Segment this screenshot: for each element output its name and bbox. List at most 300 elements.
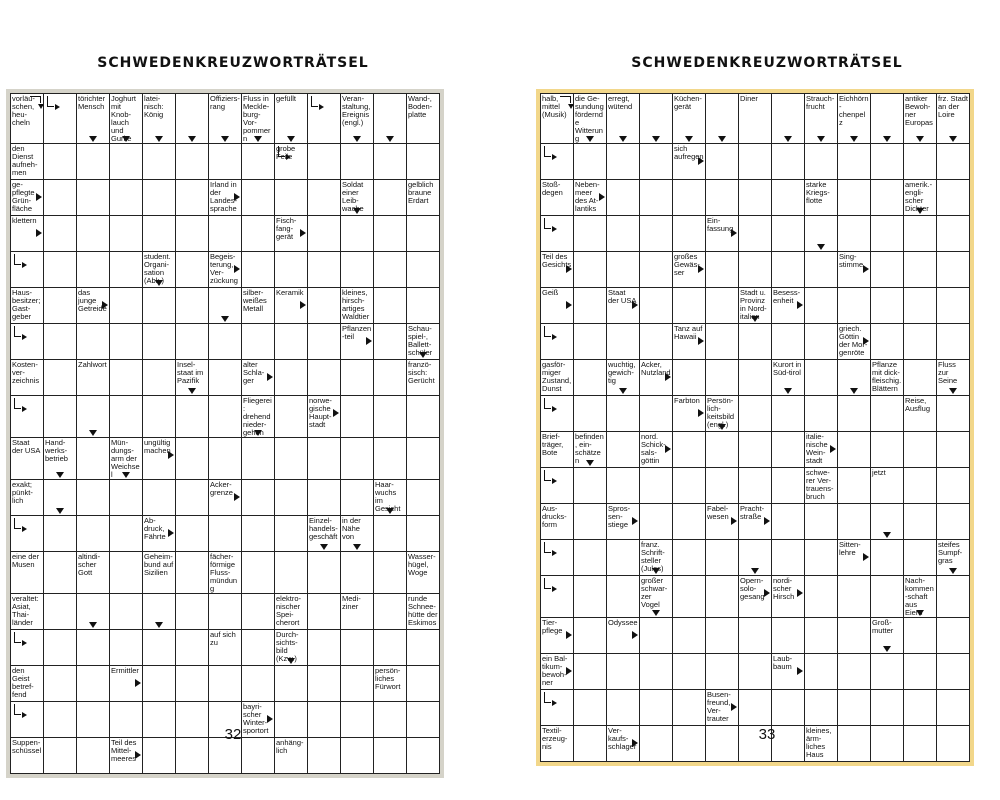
answer-cell[interactable] [937,288,970,324]
answer-cell[interactable] [772,690,805,726]
answer-cell[interactable] [937,654,970,690]
answer-cell[interactable] [143,396,176,438]
answer-cell[interactable] [110,216,143,252]
answer-cell[interactable] [937,576,970,618]
answer-cell[interactable] [937,180,970,216]
answer-cell[interactable] [706,618,739,654]
answer-cell[interactable] [374,288,407,324]
answer-cell[interactable] [838,690,871,726]
answer-cell[interactable] [904,540,937,576]
answer-cell[interactable] [308,360,341,396]
answer-cell[interactable] [143,630,176,666]
answer-cell[interactable] [805,576,838,618]
answer-cell[interactable] [374,594,407,630]
answer-cell[interactable] [574,576,607,618]
answer-cell[interactable] [805,654,838,690]
answer-cell[interactable] [640,654,673,690]
answer-cell[interactable] [706,94,739,144]
answer-cell[interactable] [640,504,673,540]
answer-cell[interactable] [805,144,838,180]
answer-cell[interactable] [209,396,242,438]
answer-cell[interactable] [640,180,673,216]
answer-cell[interactable] [242,252,275,288]
answer-cell[interactable] [209,324,242,360]
answer-cell[interactable] [77,180,110,216]
answer-cell[interactable] [838,576,871,618]
answer-cell[interactable] [838,432,871,468]
answer-cell[interactable] [574,504,607,540]
answer-cell[interactable] [541,468,574,504]
answer-cell[interactable] [11,252,44,288]
answer-cell[interactable] [341,666,374,702]
answer-cell[interactable] [838,504,871,540]
answer-cell[interactable] [242,144,275,180]
answer-cell[interactable] [209,438,242,480]
answer-cell[interactable] [242,666,275,702]
answer-cell[interactable] [308,252,341,288]
answer-cell[interactable] [640,690,673,726]
answer-cell[interactable] [937,252,970,288]
answer-cell[interactable] [871,396,904,432]
answer-cell[interactable] [275,480,308,516]
answer-cell[interactable] [673,576,706,618]
answer-cell[interactable] [242,216,275,252]
answer-cell[interactable] [574,324,607,360]
answer-cell[interactable] [77,438,110,480]
answer-cell[interactable] [838,360,871,396]
answer-cell[interactable] [541,216,574,252]
answer-cell[interactable] [607,324,640,360]
answer-cell[interactable] [374,438,407,480]
answer-cell[interactable] [607,180,640,216]
answer-cell[interactable] [11,630,44,666]
answer-cell[interactable] [871,504,904,540]
answer-cell[interactable] [640,144,673,180]
answer-cell[interactable] [871,654,904,690]
answer-cell[interactable] [871,540,904,576]
answer-cell[interactable] [176,396,209,438]
answer-cell[interactable] [407,396,440,438]
answer-cell[interactable] [640,324,673,360]
answer-cell[interactable] [871,144,904,180]
answer-cell[interactable] [640,252,673,288]
answer-cell[interactable] [739,396,772,432]
answer-cell[interactable] [937,396,970,432]
answer-cell[interactable] [308,438,341,480]
answer-cell[interactable] [937,468,970,504]
answer-cell[interactable] [772,324,805,360]
answer-cell[interactable] [706,360,739,396]
answer-cell[interactable] [739,252,772,288]
answer-cell[interactable] [143,360,176,396]
answer-cell[interactable] [407,480,440,516]
answer-cell[interactable] [308,288,341,324]
answer-cell[interactable] [607,432,640,468]
answer-cell[interactable] [607,690,640,726]
answer-cell[interactable] [574,396,607,432]
answer-cell[interactable] [110,180,143,216]
answer-cell[interactable] [904,654,937,690]
answer-cell[interactable] [640,468,673,504]
answer-cell[interactable] [574,618,607,654]
answer-cell[interactable] [541,690,574,726]
answer-cell[interactable] [904,360,937,396]
answer-cell[interactable] [176,288,209,324]
answer-cell[interactable] [739,324,772,360]
answer-cell[interactable] [44,552,77,594]
answer-cell[interactable] [706,654,739,690]
answer-cell[interactable] [374,516,407,552]
answer-cell[interactable] [275,360,308,396]
answer-cell[interactable] [838,654,871,690]
answer-cell[interactable] [242,594,275,630]
answer-cell[interactable] [838,618,871,654]
answer-cell[interactable] [673,468,706,504]
answer-cell[interactable] [904,468,937,504]
answer-cell[interactable] [374,630,407,666]
answer-cell[interactable] [805,288,838,324]
answer-cell[interactable] [904,216,937,252]
answer-cell[interactable] [574,288,607,324]
answer-cell[interactable] [44,480,77,516]
answer-cell[interactable] [772,216,805,252]
answer-cell[interactable] [341,552,374,594]
answer-cell[interactable] [176,552,209,594]
answer-cell[interactable] [44,252,77,288]
answer-cell[interactable] [275,666,308,702]
answer-cell[interactable] [706,180,739,216]
answer-cell[interactable] [739,654,772,690]
answer-cell[interactable] [607,468,640,504]
answer-cell[interactable] [407,252,440,288]
answer-cell[interactable] [209,144,242,180]
answer-cell[interactable] [341,396,374,438]
answer-cell[interactable] [541,396,574,432]
answer-cell[interactable] [607,252,640,288]
answer-cell[interactable] [407,666,440,702]
answer-cell[interactable] [607,144,640,180]
answer-cell[interactable] [374,396,407,438]
answer-cell[interactable] [341,360,374,396]
answer-cell[interactable] [275,180,308,216]
answer-cell[interactable] [374,324,407,360]
answer-cell[interactable] [739,432,772,468]
answer-cell[interactable] [77,594,110,630]
answer-cell[interactable] [871,432,904,468]
answer-cell[interactable] [706,576,739,618]
answer-cell[interactable] [110,516,143,552]
answer-cell[interactable] [739,216,772,252]
answer-cell[interactable] [541,576,574,618]
answer-cell[interactable] [308,594,341,630]
answer-cell[interactable] [871,180,904,216]
answer-cell[interactable] [838,144,871,180]
answer-cell[interactable] [374,144,407,180]
answer-cell[interactable] [242,552,275,594]
answer-cell[interactable] [937,216,970,252]
answer-cell[interactable] [44,180,77,216]
answer-cell[interactable] [937,690,970,726]
answer-cell[interactable] [805,540,838,576]
answer-cell[interactable] [805,618,838,654]
answer-cell[interactable] [242,438,275,480]
answer-cell[interactable] [739,540,772,576]
answer-cell[interactable] [341,144,374,180]
answer-cell[interactable] [308,216,341,252]
answer-cell[interactable] [341,438,374,480]
answer-cell[interactable] [673,504,706,540]
answer-cell[interactable] [574,252,607,288]
answer-cell[interactable] [374,216,407,252]
answer-cell[interactable] [805,690,838,726]
answer-cell[interactable] [805,252,838,288]
answer-cell[interactable] [275,252,308,288]
answer-cell[interactable] [374,360,407,396]
answer-cell[interactable] [143,666,176,702]
answer-cell[interactable] [308,666,341,702]
answer-cell[interactable] [209,360,242,396]
answer-cell[interactable] [706,252,739,288]
answer-cell[interactable] [937,324,970,360]
answer-cell[interactable] [308,94,341,144]
answer-cell[interactable] [541,324,574,360]
answer-cell[interactable] [341,630,374,666]
answer-cell[interactable] [77,216,110,252]
answer-cell[interactable] [275,324,308,360]
answer-cell[interactable] [937,144,970,180]
answer-cell[interactable] [772,432,805,468]
answer-cell[interactable] [904,252,937,288]
answer-cell[interactable] [838,396,871,432]
answer-cell[interactable] [209,216,242,252]
answer-cell[interactable] [110,480,143,516]
answer-cell[interactable] [871,94,904,144]
answer-cell[interactable] [739,618,772,654]
answer-cell[interactable] [541,144,574,180]
answer-cell[interactable] [871,324,904,360]
answer-cell[interactable] [44,630,77,666]
answer-cell[interactable] [242,480,275,516]
answer-cell[interactable] [772,396,805,432]
answer-cell[interactable] [308,144,341,180]
answer-cell[interactable] [607,216,640,252]
answer-cell[interactable] [44,94,77,144]
answer-cell[interactable] [176,180,209,216]
answer-cell[interactable] [574,468,607,504]
answer-cell[interactable] [77,666,110,702]
answer-cell[interactable] [374,180,407,216]
answer-cell[interactable] [143,324,176,360]
answer-cell[interactable] [110,594,143,630]
answer-cell[interactable] [706,432,739,468]
answer-cell[interactable] [772,468,805,504]
answer-cell[interactable] [772,618,805,654]
answer-cell[interactable] [77,630,110,666]
answer-cell[interactable] [607,654,640,690]
answer-cell[interactable] [706,324,739,360]
answer-cell[interactable] [275,438,308,480]
answer-cell[interactable] [640,396,673,432]
answer-cell[interactable] [574,654,607,690]
answer-cell[interactable] [110,288,143,324]
answer-cell[interactable] [805,504,838,540]
answer-cell[interactable] [673,690,706,726]
answer-cell[interactable] [739,144,772,180]
answer-cell[interactable] [937,504,970,540]
answer-cell[interactable] [407,438,440,480]
answer-cell[interactable] [143,288,176,324]
answer-cell[interactable] [407,630,440,666]
answer-cell[interactable] [44,144,77,180]
answer-cell[interactable] [176,480,209,516]
answer-cell[interactable] [209,594,242,630]
answer-cell[interactable] [143,180,176,216]
answer-cell[interactable] [772,180,805,216]
answer-cell[interactable] [176,438,209,480]
answer-cell[interactable] [805,216,838,252]
answer-cell[interactable] [110,252,143,288]
answer-cell[interactable] [640,94,673,144]
answer-cell[interactable] [11,324,44,360]
answer-cell[interactable] [673,654,706,690]
answer-cell[interactable] [176,666,209,702]
answer-cell[interactable] [77,324,110,360]
answer-cell[interactable] [574,690,607,726]
answer-cell[interactable] [407,288,440,324]
answer-cell[interactable] [242,180,275,216]
answer-cell[interactable] [904,504,937,540]
answer-cell[interactable] [176,144,209,180]
answer-cell[interactable] [11,516,44,552]
answer-cell[interactable] [871,576,904,618]
answer-cell[interactable] [143,594,176,630]
answer-cell[interactable] [871,252,904,288]
answer-cell[interactable] [308,324,341,360]
answer-cell[interactable] [44,360,77,396]
answer-cell[interactable] [904,690,937,726]
answer-cell[interactable] [176,252,209,288]
answer-cell[interactable] [673,432,706,468]
answer-cell[interactable] [739,468,772,504]
answer-cell[interactable] [77,516,110,552]
answer-cell[interactable] [739,360,772,396]
answer-cell[interactable] [838,180,871,216]
answer-cell[interactable] [871,216,904,252]
answer-cell[interactable] [871,288,904,324]
answer-cell[interactable] [242,630,275,666]
answer-cell[interactable] [673,360,706,396]
answer-cell[interactable] [772,94,805,144]
answer-cell[interactable] [739,690,772,726]
answer-cell[interactable] [640,618,673,654]
answer-cell[interactable] [341,252,374,288]
answer-cell[interactable] [44,516,77,552]
answer-cell[interactable] [407,516,440,552]
answer-cell[interactable] [673,216,706,252]
answer-cell[interactable] [308,552,341,594]
answer-cell[interactable] [77,144,110,180]
answer-cell[interactable] [805,396,838,432]
answer-cell[interactable] [574,360,607,396]
answer-cell[interactable] [143,480,176,516]
answer-cell[interactable] [706,468,739,504]
answer-cell[interactable] [44,324,77,360]
answer-cell[interactable] [772,252,805,288]
answer-cell[interactable] [805,360,838,396]
answer-cell[interactable] [176,324,209,360]
answer-cell[interactable] [143,216,176,252]
answer-cell[interactable] [308,180,341,216]
answer-cell[interactable] [176,516,209,552]
answer-cell[interactable] [407,144,440,180]
answer-cell[interactable] [772,144,805,180]
answer-cell[interactable] [341,216,374,252]
answer-cell[interactable] [574,144,607,180]
answer-cell[interactable] [706,540,739,576]
answer-cell[interactable] [937,432,970,468]
answer-cell[interactable] [341,480,374,516]
answer-cell[interactable] [574,540,607,576]
answer-cell[interactable] [904,618,937,654]
answer-cell[interactable] [640,288,673,324]
answer-cell[interactable] [11,396,44,438]
answer-cell[interactable] [44,666,77,702]
answer-cell[interactable] [838,216,871,252]
answer-cell[interactable] [904,324,937,360]
answer-cell[interactable] [110,144,143,180]
answer-cell[interactable] [937,618,970,654]
answer-cell[interactable] [772,540,805,576]
answer-cell[interactable] [44,288,77,324]
answer-cell[interactable] [574,216,607,252]
answer-cell[interactable] [607,540,640,576]
answer-cell[interactable] [44,396,77,438]
answer-cell[interactable] [110,396,143,438]
answer-cell[interactable] [673,540,706,576]
answer-cell[interactable] [275,396,308,438]
answer-cell[interactable] [673,618,706,654]
answer-cell[interactable] [374,252,407,288]
answer-cell[interactable] [407,216,440,252]
answer-cell[interactable] [706,288,739,324]
answer-cell[interactable] [176,94,209,144]
answer-cell[interactable] [640,216,673,252]
answer-cell[interactable] [805,324,838,360]
answer-cell[interactable] [904,144,937,180]
answer-cell[interactable] [242,516,275,552]
answer-cell[interactable] [209,666,242,702]
answer-cell[interactable] [772,504,805,540]
answer-cell[interactable] [209,288,242,324]
answer-cell[interactable] [209,516,242,552]
answer-cell[interactable] [308,480,341,516]
answer-cell[interactable] [77,480,110,516]
answer-cell[interactable] [77,396,110,438]
answer-cell[interactable] [44,594,77,630]
answer-cell[interactable] [110,324,143,360]
answer-cell[interactable] [607,576,640,618]
answer-cell[interactable] [242,324,275,360]
answer-cell[interactable] [739,180,772,216]
answer-cell[interactable] [673,180,706,216]
answer-cell[interactable] [904,432,937,468]
answer-cell[interactable] [838,288,871,324]
answer-cell[interactable] [176,594,209,630]
answer-cell[interactable] [607,396,640,432]
answer-cell[interactable] [871,690,904,726]
answer-cell[interactable] [904,288,937,324]
answer-cell[interactable] [275,552,308,594]
